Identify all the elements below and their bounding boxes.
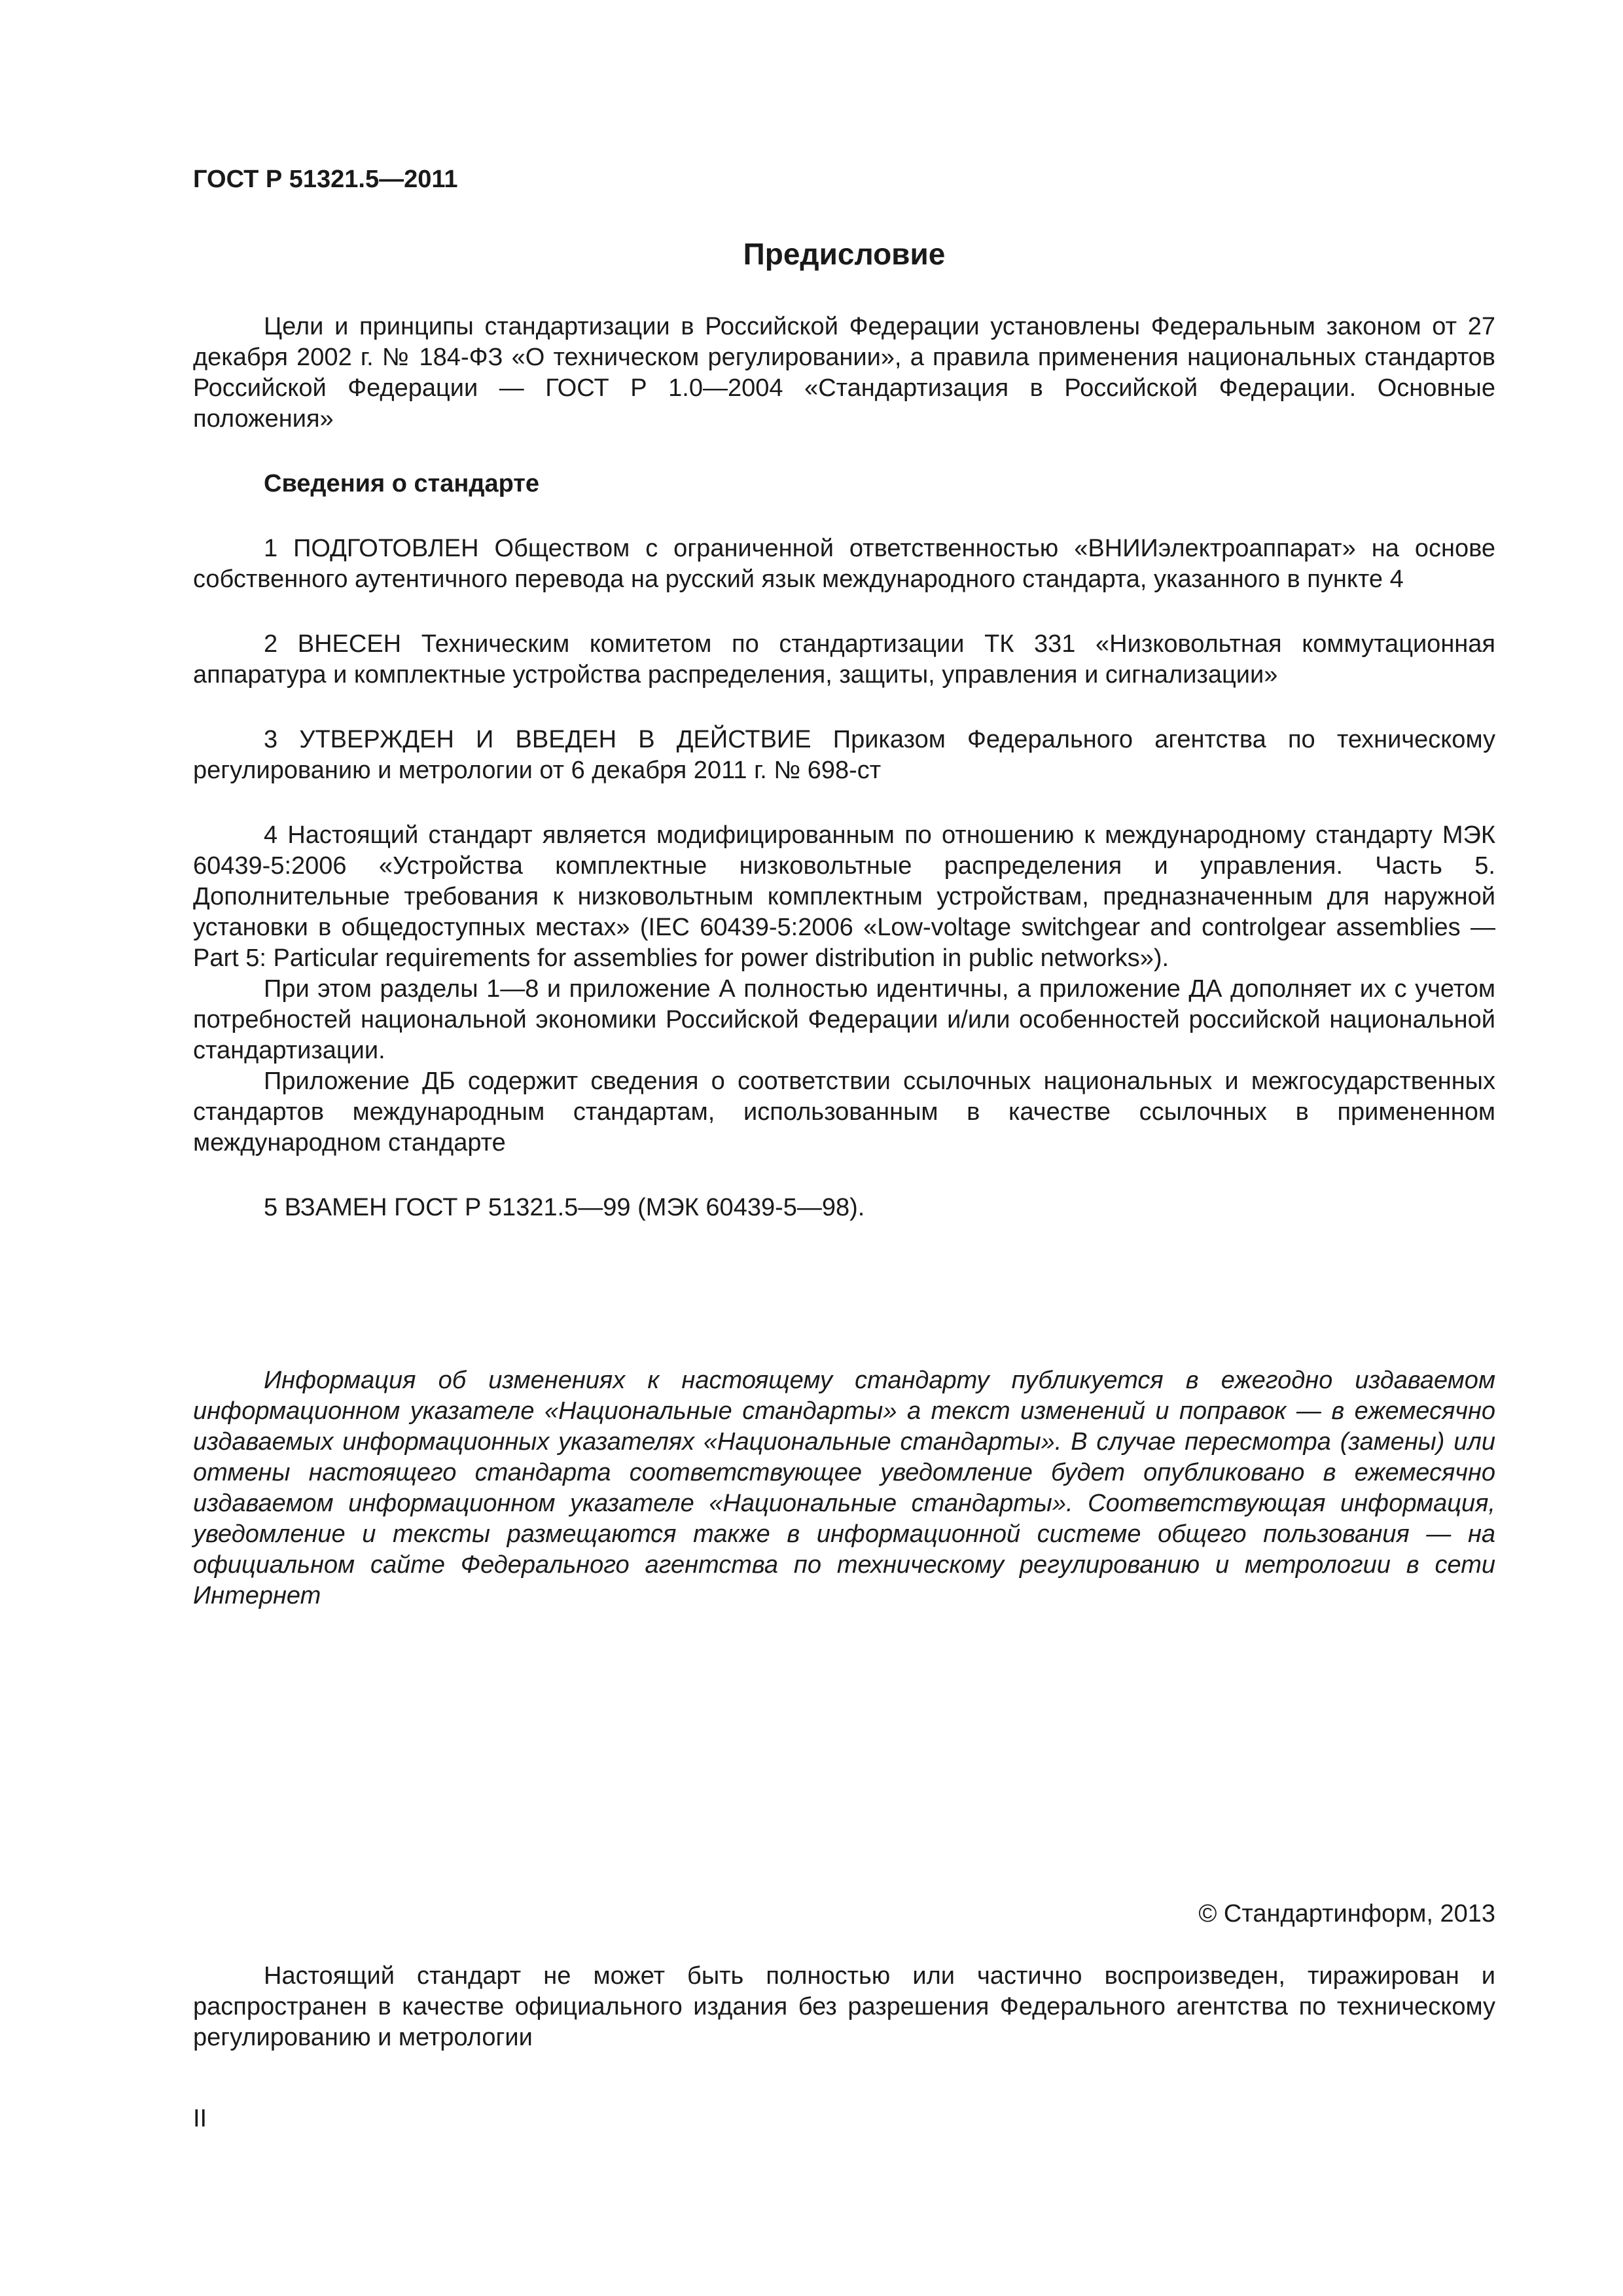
standard-code-header: ГОСТ Р 51321.5—2011 (193, 166, 458, 193)
foreword-title: Предисловие (743, 237, 946, 271)
standard-info-item-5: 5 ВЗАМЕН ГОСТ Р 51321.5—99 (МЭК 60439-5—98). (264, 1194, 865, 1221)
standard-info-item-4: 4 Настоящий стандарт является модифицированным по отношению к международному стандарту МЭК 60439-5:2006 «Устройства комплектные низковольтные распределения и управления. Часть 5. Дополнительные требования к низковольтным комплектным устройствам, предназначенным для наружной установки в общедоступных местах» (IEC 60439-5:2006 «Low-voltage switchgear and controlgear assemblies — Part 5: Particular requirements for assemblies for power distribution in public networks»). (193, 821, 1495, 972)
foreword-intro: Цели и принципы стандартизации в Российской Федерации установлены Федеральным законом от 27 декабря 2002 г. № 184-ФЗ «О техническом регулировании», а правила применения национальных стандартов Российской Федерации — ГОСТ Р 1.0—2004 «Стандартизация в Российской Федерации. Основные положения» (193, 313, 1495, 433)
standard-info-heading: Сведения о стандарте (264, 470, 540, 497)
copyright-line: © Стандартинформ, 2013 (1198, 1900, 1495, 1928)
standard-info-item-4-references: Приложение ДБ содержит сведения о соответствии ссылочных национальных и межгосударственных стандартов международным стандартам, использованным в качестве ссылочных в примененном международном стандарте (193, 1067, 1495, 1157)
standard-info-item-3: 3 УТВЕРЖДЕН И ВВЕДЕН В ДЕЙСТВИЕ Приказом Федерального агентства по техническому регулированию и метрологии от 6 декабря 2011 г. № 698-ст (193, 726, 1495, 784)
reproduction-notice: Настоящий стандарт не может быть полностью или частично воспроизведен, тиражирован и распространен в качестве официального издания без разрешения Федерального агентства по техническому регулированию и метрологии (193, 1962, 1495, 2051)
changes-information: Информация об изменениях к настоящему стандарту публикуется в ежегодно издаваемом информационном указателе «Национальные стандарты» а текст изменений и поправок — в ежемесячно издаваемых информационных указателях «Национальные стандарты». В случае пересмотра (замены) или отмены настоящего стандарта соответствующее уведомление будет опубликовано в ежемесячно издаваемом информационном указателе «Национальные стандарты». Соответствующая информация, уведомление и тексты размещаются также в информационной системе общего пользования — на официальном сайте Федерального агентства по техническому регулированию и метрологии в сети Интернет (193, 1367, 1495, 1609)
standard-info-item-2: 2 ВНЕСЕН Техническим комитетом по стандартизации ТК 331 «Низковольтная коммутационная аппаратура и комплектные устройства распределения, защиты, управления и сигнализации» (193, 630, 1495, 689)
page-number: II (193, 2105, 207, 2132)
standard-info-item-1: 1 ПОДГОТОВЛЕН Обществом с ограниченной ответственностью «ВНИИэлектроаппарат» на основе собственного аутентичного перевода на русский язык международного стандарта, указанного в пункте 4 (193, 535, 1495, 593)
standard-info-item-4-annexes: При этом разделы 1—8 и приложение А полностью идентичны, а приложение ДА дополняет их с учетом потребностей национальной экономики Российской Федерации и/или особенностей российской национальной стандартизации. (193, 975, 1495, 1064)
foreword-content (193, 312, 1495, 1223)
